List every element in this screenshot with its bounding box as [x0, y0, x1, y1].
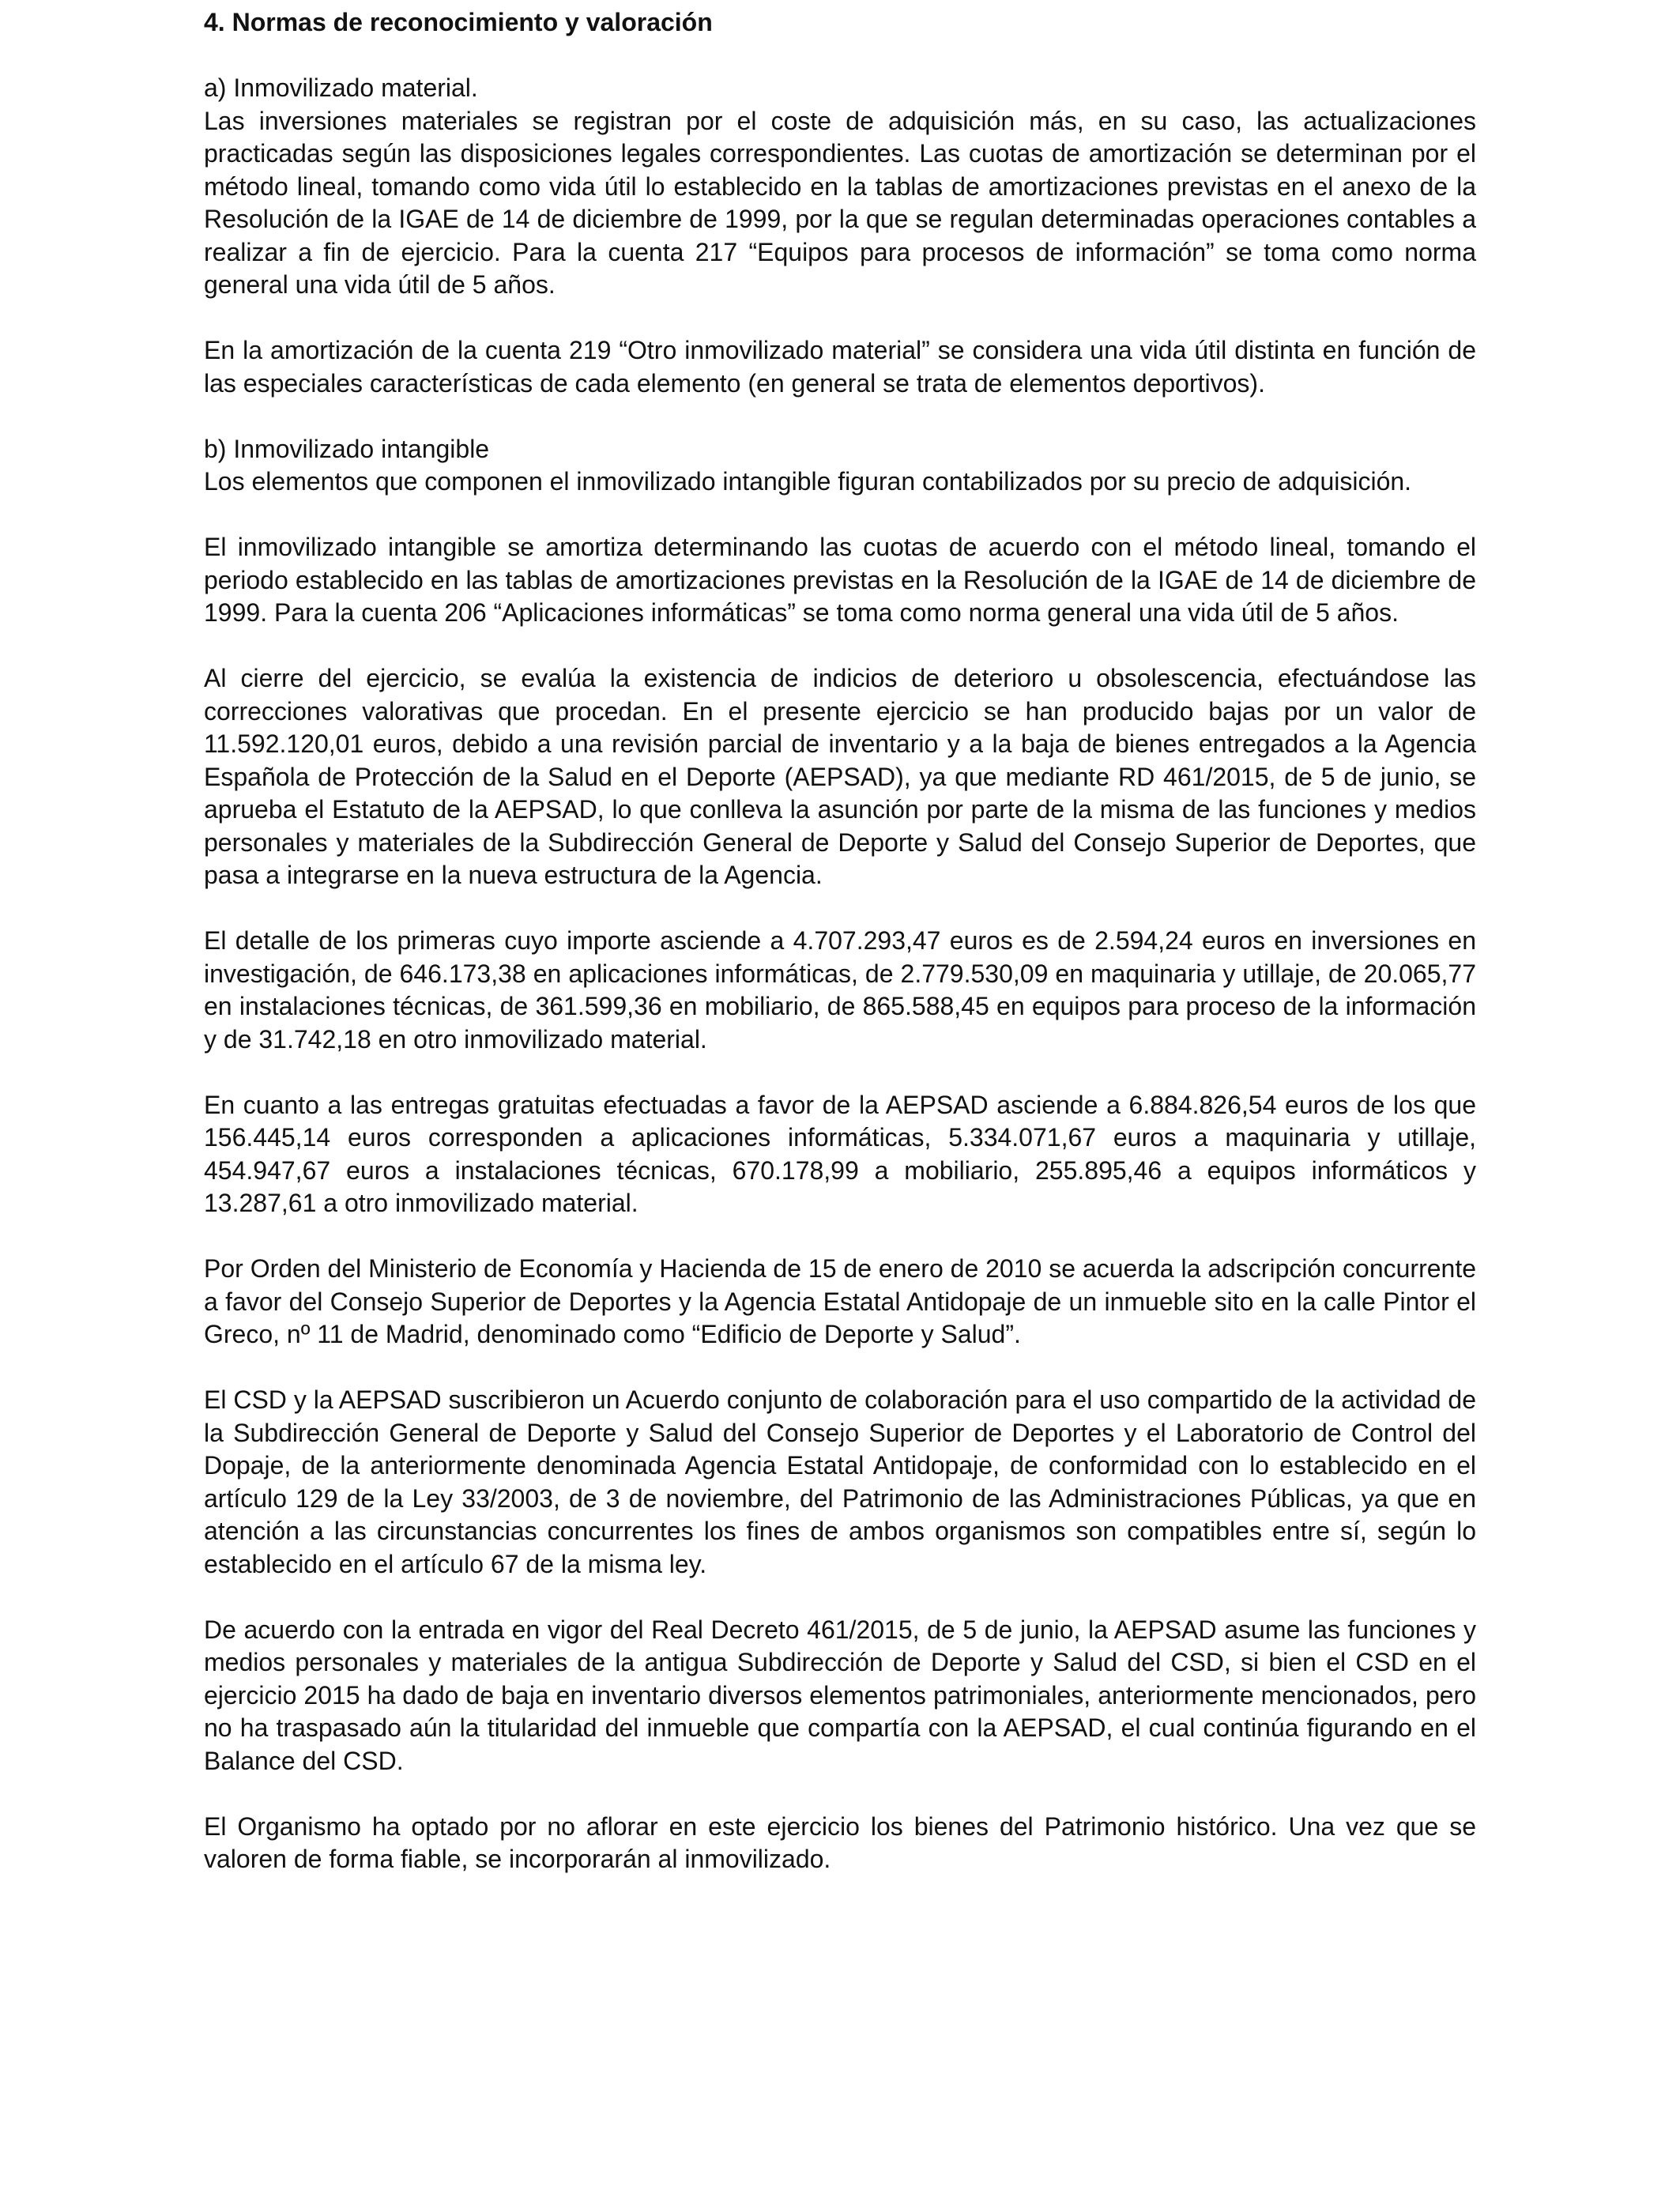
section-a-paragraph-2: En la amortización de la cuenta 219 “Otro inmovilizado material” se considera una vida útil distinta en función de las especiales características de cada elemento (en general se trata de elementos deportivos).	[204, 336, 1476, 398]
section-b	[204, 433, 1476, 1876]
section-heading: 4. Normas de reconocimiento y valoración	[204, 8, 713, 36]
section-b-paragraph-2: El inmovilizado intangible se amortiza determinando las cuotas de acuerdo con el método lineal, tomando el periodo establecido en las tablas de amortizaciones previstas en la Resolución de la IGAE de 14 de diciembre de 1999. Para la cuenta 206 “Aplicaciones informáticas” se toma como norma general una vida útil de 5 años.	[204, 533, 1476, 627]
document-page	[204, 6, 1476, 1909]
section-b-paragraph-8: De acuerdo con la entrada en vigor del Real Decreto 461/2015, de 5 de junio, la AEPSAD asume las funciones y medios personales y materiales de la antigua Subdirección de Deporte y Salud del CSD, si bien el CSD en el ejercicio 2015 ha dado de baja en inventario diversos elementos patrimoniales, anteriormente mencionados, pero no ha traspasado aún la titularidad del inmueble que compartía con la AEPSAD, el cual continúa figurando en el Balance del CSD.	[204, 1615, 1476, 1775]
section-b-paragraph-7: El CSD y la AEPSAD suscribieron un Acuerdo conjunto de colaboración para el uso compartido de la actividad de la Subdirección General de Deporte y Salud del Consejo Superior de Deportes y el Laboratorio de Control del Dopaje, de la anteriormente denominada Agencia Estatal Antidopaje, de conformidad con lo establecido en el artículo 129 de la Ley 33/2003, de 3 de noviembre, del Patrimonio de las Administraciones Públicas, ya que en atención a las circunstancias concurrentes los fines de ambos organismos son compatibles entre sí, según lo establecido en el artículo 67 de la misma ley.	[204, 1385, 1476, 1578]
section-b-paragraph-1: Los elementos que componen el inmovilizado intangible figuran contabilizados por su precio de adquisición.	[204, 467, 1412, 496]
section-a-paragraph-1: Las inversiones materiales se registran por el coste de adquisición más, en su caso, las actualizaciones practicadas según las disposiciones legales correspondientes. Las cuotas de amortización se determinan por el método lineal, tomando como vida útil lo establecido en la tablas de amortizaciones previstas en el anexo de la Resolución de la IGAE de 14 de diciembre de 1999, por la que se regulan determinadas operaciones contables a realizar a fin de ejercicio. Para la cuenta 217 “Equipos para procesos de información” se toma como norma general una vida útil de 5 años.	[204, 106, 1476, 299]
section-b-paragraph-9: El Organismo ha optado por no aflorar en este ejercicio los bienes del Patrimonio histórico. Una vez que se valoren de forma fiable, se incorporarán al inmovilizado.	[204, 1811, 1476, 1873]
section-a	[204, 72, 1476, 400]
section-a-title: a) Inmovilizado material.	[204, 74, 478, 102]
section-b-title: b) Inmovilizado intangible	[204, 434, 490, 463]
section-b-paragraph-6: Por Orden del Ministerio de Economía y Hacienda de 15 de enero de 2010 se acuerda la adscripción concurrente a favor del Consejo Superior de Deportes y la Agencia Estatal Antidopaje de un inmueble sito en la calle Pintor el Greco, nº 11 de Madrid, denominado como “Edificio de Deporte y Salud”.	[204, 1254, 1476, 1348]
section-b-paragraph-4: El detalle de los primeras cuyo importe asciende a 4.707.293,47 euros es de 2.594,24 euros en inversiones en investigación, de 646.173,38 en aplicaciones informáticas, de 2.779.530,09 en maquinaria y utillaje, de 20.065,77 en instalaciones técnicas, de 361.599,36 en mobiliario, de 865.588,45 en equipos para proceso de la información y de 31.742,18 en otro inmovilizado material.	[204, 926, 1476, 1054]
section-b-paragraph-3: Al cierre del ejercicio, se evalúa la existencia de indicios de deterioro u obsolescencia, efectuándose las correcciones valorativas que procedan. En el presente ejercicio se han producido bajas por un valor de 11.592.120,01 euros, debido a una revisión parcial de inventario y a la baja de bienes entregados a la Agencia Española de Protección de la Salud en el Deporte (AEPSAD), ya que mediante RD 461/2015, de 5 de junio, se aprueba el Estatuto de la AEPSAD, lo que conlleva la asunción por parte de la misma de las funciones y medios personales y materiales de la Subdirección General de Deporte y Salud del Consejo Superior de Deportes, que pasa a integrarse en la nueva estructura de la Agencia.	[204, 664, 1476, 889]
section-b-paragraph-5: En cuanto a las entregas gratuitas efectuadas a favor de la AEPSAD asciende a 6.884.826,54 euros de los que 156.445,14 euros corresponden a aplicaciones informáticas, 5.334.071,67 euros a maquinaria y utillaje, 454.947,67 euros a instalaciones técnicas, 670.178,99 a mobiliario, 255.895,46 a equipos informáticos y 13.287,61 a otro inmovilizado material.	[204, 1090, 1476, 1217]
